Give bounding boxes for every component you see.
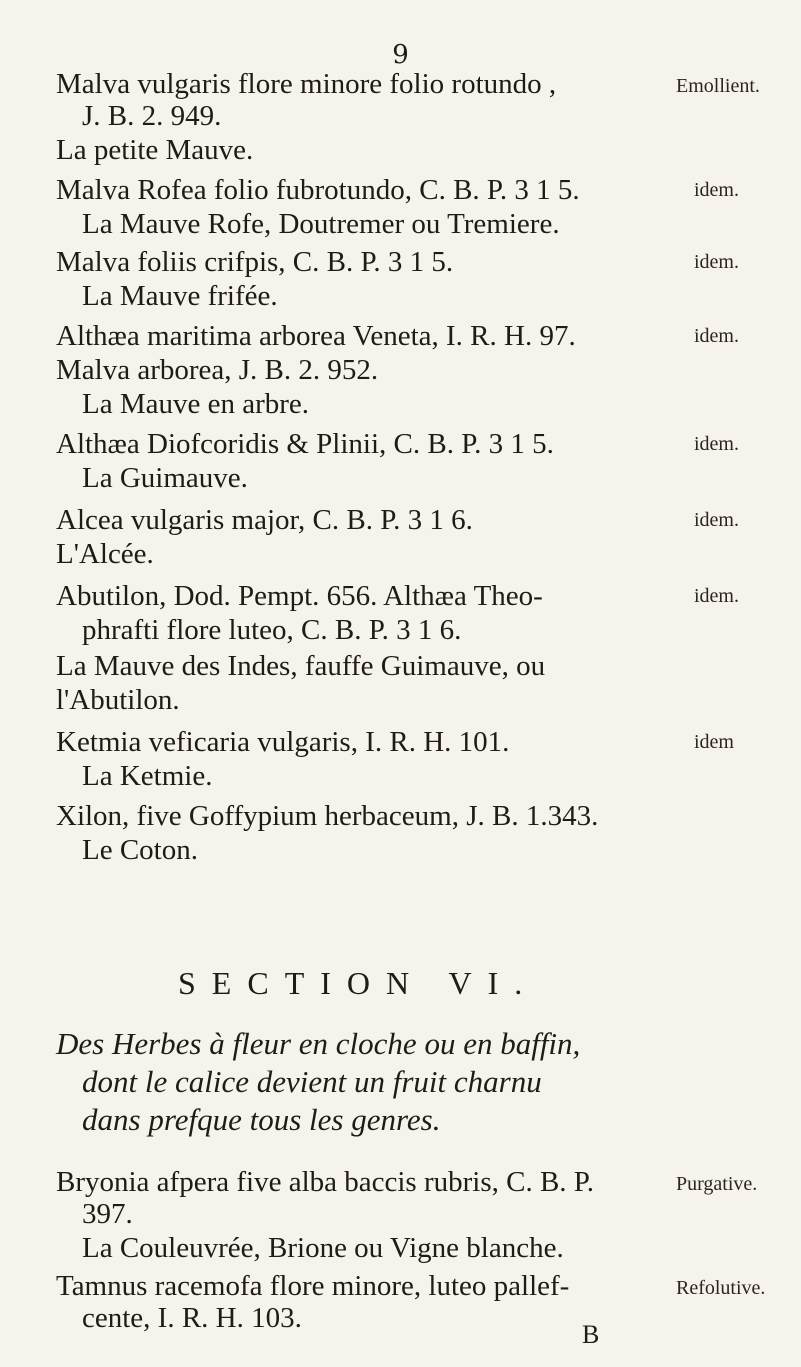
text-line: Alcea vulgaris major, C. B. P. 3 1 6. xyxy=(56,504,473,536)
text-line: Xilon, five Goffypium herbaceum, J. B. 1.343. xyxy=(56,800,599,832)
section-title-line: dans prefque tous les genres. xyxy=(82,1102,441,1137)
text-line: L'Alcée. xyxy=(56,538,154,570)
margin-note: idem. xyxy=(694,433,739,455)
text-line: 397. xyxy=(82,1198,133,1230)
catchword: B xyxy=(582,1320,600,1349)
text-line: Tamnus racemofa flore minore, luteo pallef- xyxy=(56,1270,570,1302)
text-line: Althæa Diofcoridis & Plinii, C. B. P. 3 1 5. xyxy=(56,428,554,460)
margin-note: idem xyxy=(694,731,734,753)
margin-note: idem. xyxy=(694,509,739,531)
text-line: La Mauve en arbre. xyxy=(82,388,310,420)
text-line: La Mauve Rofe, Doutremer ou Tremiere. xyxy=(82,208,560,240)
text-line: Malva foliis crifpis, C. B. P. 3 1 5. xyxy=(56,246,454,278)
margin-note: idem. xyxy=(694,585,739,607)
text-line: Le Coton. xyxy=(82,834,198,866)
section-title-line: Des Herbes à fleur en cloche ou en baffin, xyxy=(56,1026,581,1061)
text-line: Bryonia afpera five alba baccis rubris, C. B. P. xyxy=(56,1166,594,1198)
text-line: La Ketmie. xyxy=(82,760,213,792)
margin-note: Purgative. xyxy=(676,1173,758,1195)
text-line: Malva Rofea folio fubrotundo, C. B. P. 3 1 5. xyxy=(56,174,580,206)
section-heading: SECTION VI. xyxy=(178,965,539,1001)
section-title-line: dont le calice devient un fruit charnu xyxy=(82,1064,542,1099)
text-line: Malva vulgaris flore minore folio rotundo , xyxy=(56,68,557,100)
text-line: Malva arborea, J. B. 2. 952. xyxy=(56,354,379,386)
margin-note: idem. xyxy=(694,251,739,273)
text-line: La Mauve frifée. xyxy=(82,280,278,312)
margin-note: idem. xyxy=(694,325,739,347)
text-line: La petite Mauve. xyxy=(56,134,254,166)
text-line: La Couleuvrée, Brione ou Vigne blanche. xyxy=(82,1232,564,1264)
text-line: La Guimauve. xyxy=(82,462,248,494)
page-number: 9 xyxy=(392,40,409,70)
text-line: l'Abutilon. xyxy=(56,684,180,716)
text-line: Abutilon, Dod. Pempt. 656. Althæa Theo- xyxy=(56,580,543,612)
margin-note: Refolutive. xyxy=(676,1277,766,1299)
text-line: Althæa maritima arborea Veneta, I. R. H. 97. xyxy=(56,320,576,352)
text-line: La Mauve des Indes, fauffe Guimauve, ou xyxy=(56,650,546,682)
margin-note: Emollient. xyxy=(676,75,760,97)
margin-note: idem. xyxy=(694,179,739,201)
text-line: J. B. 2. 949. xyxy=(82,100,222,132)
text-line: Ketmia veficaria vulgaris, I. R. H. 101. xyxy=(56,726,510,758)
text-line: cente, I. R. H. 103. xyxy=(82,1302,302,1334)
text-line: phrafti flore luteo, C. B. P. 3 1 6. xyxy=(82,614,462,646)
